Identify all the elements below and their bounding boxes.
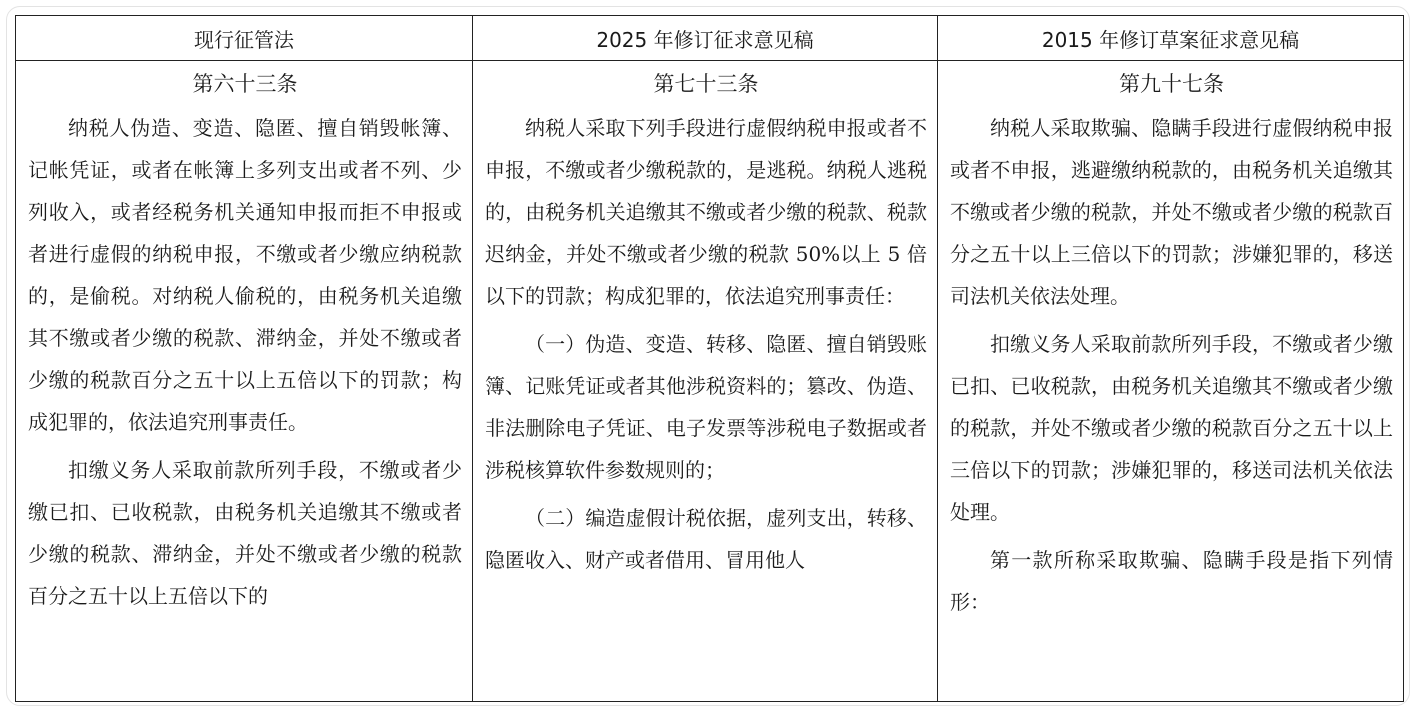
paragraph: 纳税人采取下列手段进行虚假纳税申报或者不申报，不缴或者少缴税款的，是逃税。纳税人逃税的，由税务机关追缴其不缴或者少缴的税款、税款迟纳金，并处不缴或者少缴的税款 50%以上 5 倍以下的罚款；构成犯罪的，依法追究刑事责任： — [485, 116, 927, 308]
paragraph: 第一款所称采取欺骗、隐瞒手段是指下列情形： — [950, 548, 1393, 614]
column-2025-draft — [473, 61, 938, 702]
header-row — [16, 16, 1404, 61]
image-frame — [6, 6, 1410, 706]
comparison-table — [15, 15, 1404, 702]
column-header-current-law: 现行征管法 — [16, 16, 473, 61]
article-title: 第九十七条 — [1119, 72, 1224, 96]
column-header-2025-draft: 2025 年修订征求意见稿 — [473, 16, 938, 61]
paragraph: 纳税人伪造、变造、隐匿、擅自销毁帐簿、记帐凭证，或者在帐簿上多列支出或者不列、少列收入，或者经税务机关通知申报而拒不申报或者进行虚假的纳税申报，不缴或者少缴应纳税款的，是偷税。对纳税人偷税的，由税务机关追缴其不缴或者少缴的税款、滞纳金，并处不缴或者少缴的税款百分之五十以上五倍以下的罚款；构成犯罪的，依法追究刑事责任。 — [28, 116, 462, 434]
paragraph: （二）编造虚假计税依据，虚列支出，转移、隐匿收入、财产或者借用、冒用他人 — [485, 506, 927, 572]
column-current-law — [16, 61, 473, 702]
article-title: 第七十三条 — [653, 72, 759, 96]
paragraph: （一）伪造、变造、转移、隐匿、擅自销毁账簿、记账凭证或者其他涉税资料的；篡改、伪造、非法删除电子凭证、电子发票等涉税电子数据或者涉税核算软件参数规则的； — [485, 332, 927, 482]
content-row — [16, 61, 1404, 702]
paragraph: 扣缴义务人采取前款所列手段，不缴或者少缴已扣、已收税款，由税务机关追缴其不缴或者少缴的税款，并处不缴或者少缴的税款百分之五十以上三倍以下的罚款；涉嫌犯罪的，移送司法机关依法处理。 — [950, 332, 1393, 524]
paragraph: 扣缴义务人采取前款所列手段，不缴或者少缴已扣、已收税款，由税务机关追缴其不缴或者少缴的税款、滞纳金，并处不缴或者少缴的税款百分之五十以上五倍以下的 — [28, 458, 462, 608]
column-2015-draft — [938, 61, 1404, 702]
column-header-2015-draft: 2015 年修订草案征求意见稿 — [938, 16, 1404, 61]
article-title: 第六十三条 — [192, 72, 298, 96]
paragraph: 纳税人采取欺骗、隐瞒手段进行虚假纳税申报或者不申报，逃避缴纳税款的，由税务机关追缴其不缴或者少缴的税款，并处不缴或者少缴的税款百分之五十以上三倍以下的罚款；涉嫌犯罪的，移送司法机关依法处理。 — [950, 116, 1393, 308]
